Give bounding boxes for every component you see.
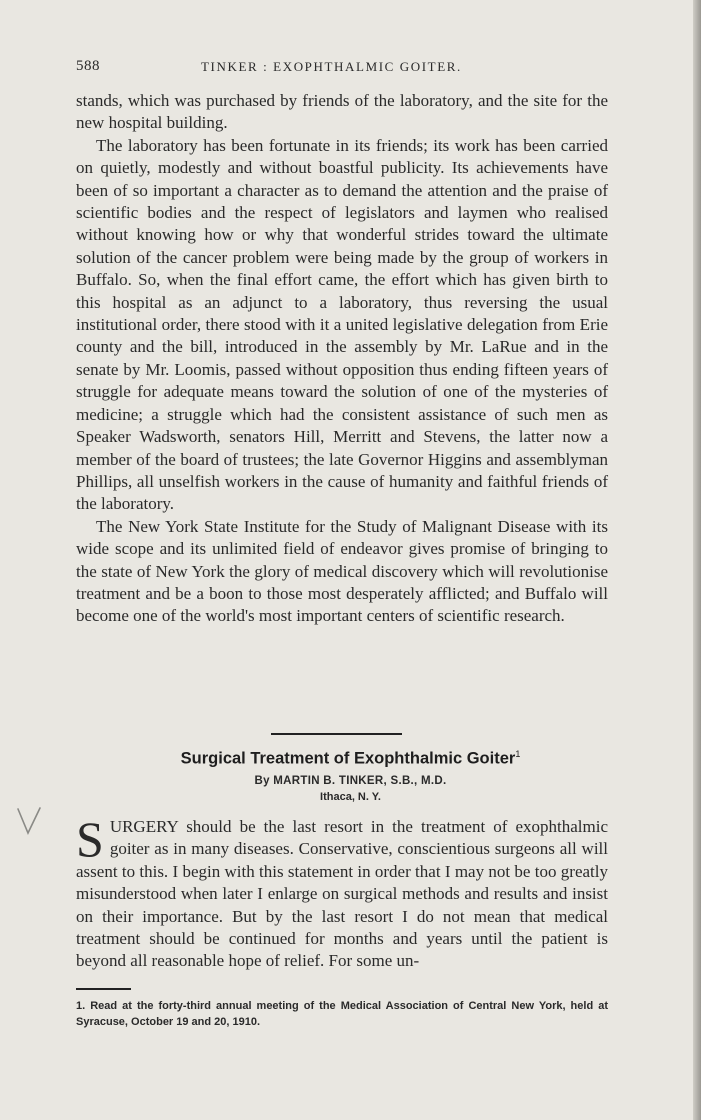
body-paragraph: stands, which was purchased by friends of the laboratory, and the site for the new hospital building.	[76, 91, 608, 133]
body-text	[76, 90, 608, 628]
article-title-text: Surgical Treatment of Exophthalmic Goiter	[180, 749, 516, 768]
footnote: 1. Read at the forty-third annual meeting of the Medical Association of Central New York, held at Syracuse, October 19 and 20, 1910.	[76, 1000, 608, 1028]
drop-cap: S	[76, 811, 104, 867]
body-paragraph: The laboratory has been fortunate in its friends; its work has been carried on quietly, modestly and without boastful publicity. Its achievements have been of so important a character as to demand the attention and the praise of scientific bodies and the respect of legislators and laymen who realised without knowing how or why that wonderful strides toward the ultimate solution of the cancer problem were being made by the group of workers in Buffalo. So, when the final effort came, the effort which has given birth to this hospital as an adjunct to a laboratory, thus reversing the usual institutional order, there stood with it a united legislative delegation from Erie county and the bill, introduced in the assembly by Mr. LaRue and in the senate by Mr. Loomis, passed without opposition thus ending fifteen years of struggle for adequate means toward the solution of one of the mysteries of medicine; a struggle which had the consistent assistance of such men as Speaker Wadsworth, senators Hill, Merritt and Stevens, the latter now a member of the board of trustees; the late Governor Higgins and assemblyman Phillips, all unselfish workers in the cause of humanity and faithful friends of the laboratory.	[76, 135, 608, 514]
article-paragraph: URGERY should be the last resort in the treatment of exophthalmic goiter as in many diseases. Conservative, conscientious surgeons all will assent to this. I begin with this statement in order that I may not be too greatly misunderstood when later I enlarge on surgical methods and results and insist on their importance. But by the last resort I do not mean that medical treatment should be continued for months and years until the patient is beyond all reasonable hope of relief. For some un-	[76, 817, 608, 971]
running-head: TINKER : EXOPHTHALMIC GOITER.	[201, 59, 462, 74]
page-number: 588	[76, 58, 100, 74]
footnote-marker: 1	[515, 749, 521, 759]
page-edge	[693, 0, 701, 1120]
footnote-divider	[76, 988, 131, 990]
checkmark-icon	[16, 806, 42, 841]
article-title	[0, 749, 701, 769]
section-divider	[271, 733, 402, 735]
byline: By MARTIN B. TINKER, S.B., M.D.	[254, 775, 447, 787]
author-location: Ithaca, N. Y.	[320, 791, 381, 803]
body-paragraph: The New York State Institute for the Study of Malignant Disease with its wide scope and its unlimited field of endeavor gives promise of bringing to the state of New York the glory of medical discovery which will revolutionise treatment and be a boon to those most desperately afflicted; and Buffalo will become one of the world's most important centers of scientific research.	[76, 516, 608, 626]
running-header	[76, 58, 616, 78]
article-body	[76, 811, 608, 973]
